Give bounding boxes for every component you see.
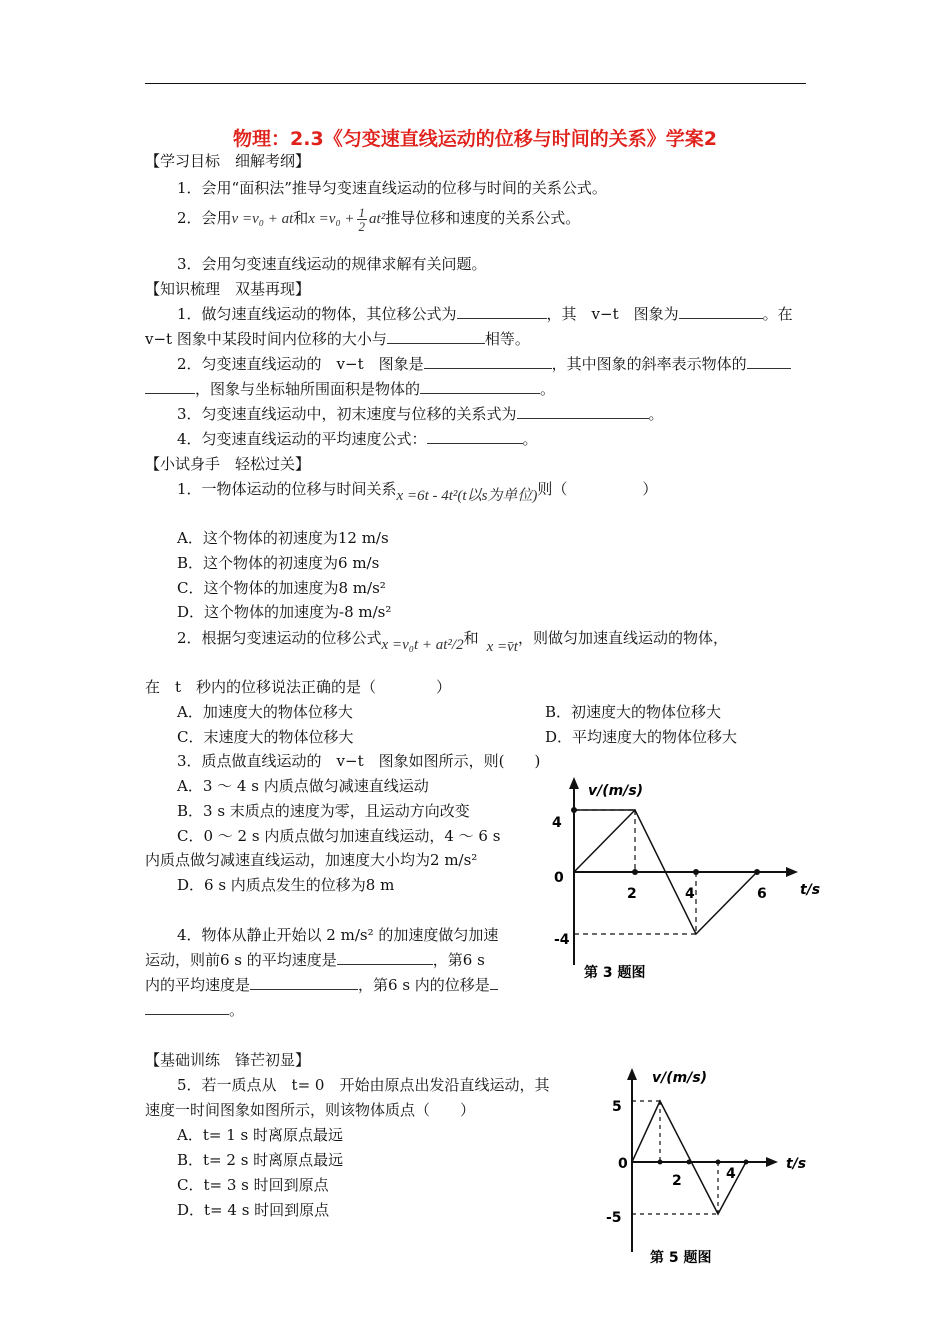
formula-displacement: x =v₀ + $\frac{1}{2}$ at² xyxy=(308,205,386,234)
q3-option-c: C．0 ～ 2 s 内质点做匀加速直线运动，4 ～ 6 s xyxy=(177,827,501,845)
q1-option-a: A．这个物体的初速度为12 m/s xyxy=(177,529,389,547)
goal-1: 1．会用“面积法”推导匀变速直线运动的位移与时间的关系公式。 xyxy=(177,179,607,197)
q4-line-2: 运动，则前6 s 的平均速度是 ，第6 s xyxy=(145,951,485,969)
q2-formula-2: x =v̄t xyxy=(486,639,518,655)
goal-2: 2．会用v =v₀ + at和x =v₀ + $\frac{1}{2}$ at²推导位移和速度的关系公式。 xyxy=(177,205,581,234)
q3-option-d: D．6 s 内质点发生的位移为8 m xyxy=(177,876,395,894)
knowledge-2: 2．匀变速直线运动的 v−t 图象是 ，其中图象的斜率表示物体的 xyxy=(177,353,791,374)
q5-label-5: 5 xyxy=(612,1099,622,1115)
q2-option-a: A．加速度大的物体位移大 xyxy=(177,703,353,721)
q3-vt-graph xyxy=(540,775,840,985)
q1-stem: 1．一物体运动的位移与时间关系x =6t - 4t²(t以s为单位)则（ ） xyxy=(177,480,658,504)
q5-y-arrow xyxy=(627,1068,637,1080)
q3-label-t2: 2 xyxy=(627,886,637,902)
q1-option-d: D．这个物体的加速度为-8 m/s² xyxy=(177,603,392,621)
q3-tick-2 xyxy=(632,869,638,875)
goal-3: 3．会用匀变速直线运动的规律求解有关问题。 xyxy=(177,255,487,273)
q3-stem: 3．质点做直线运动的 v−t 图象如图所示，则( ) xyxy=(177,752,541,770)
q3-tick-6 xyxy=(754,869,760,875)
q3-caption: 第 3 题图 xyxy=(584,965,646,981)
knowledge-1b: v−t 图象中某段时间内位移的大小与 相等。 xyxy=(145,330,530,348)
section-knowledge: 【知识梳理 双基再现】 xyxy=(145,280,311,298)
q5-option-d: D．t= 4 s 时回到原点 xyxy=(177,1201,330,1219)
q5-tick-2 xyxy=(687,1160,692,1165)
q5-caption: 第 5 题图 xyxy=(650,1250,712,1266)
q2-formula-1: x =v₀t + at²/2 xyxy=(381,637,464,653)
q2-stem: 2．根据匀变速运动的位移公式x =v₀t + at²/2和 x =v̄t，则做匀加速直线运动的物体， xyxy=(177,629,728,655)
page-title: 物理：2.3《匀变速直线运动的位移与时间的关系》学案2 xyxy=(233,128,717,150)
q4-line-1: 4．物体从静止开始以 2 m/s² 的加速度做匀加速 xyxy=(177,926,499,944)
q5-label-0: 0 xyxy=(618,1156,628,1172)
q5-ylabel: v/(m/s) xyxy=(652,1070,708,1086)
q1-option-c: C．这个物体的加速度为8 m/s² xyxy=(177,579,386,597)
knowledge-2b: ，图象与坐标轴所围面积是物体的 。 xyxy=(145,378,555,399)
q5-label-t2: 2 xyxy=(672,1173,682,1189)
q3-ylabel: v/(m/s) xyxy=(588,783,644,799)
formula-velocity: v =v₀ + at xyxy=(231,210,294,227)
q3-tick-v4 xyxy=(571,807,577,813)
q2-option-b: B．初速度大的物体位移大 xyxy=(545,703,722,721)
q5-tick-4 xyxy=(744,1160,749,1165)
q3-label-m4: -4 xyxy=(554,932,570,948)
q4-line-3: 内的平均速度是 ，第6 s 内的位移是 xyxy=(145,974,498,995)
q3-label-0: 0 xyxy=(554,870,564,886)
header-rule xyxy=(145,83,806,84)
q5-tick-1 xyxy=(658,1160,663,1165)
q5-option-b: B．t= 2 s 时离原点最远 xyxy=(177,1151,344,1169)
q4-line-4: 。 xyxy=(145,999,244,1020)
q3-x-arrow xyxy=(786,867,798,877)
q1-formula: x =6t - 4t²(t以s为单位) xyxy=(396,488,538,504)
q5-line-1: 5．若一质点从 t= 0 开始由原点出发沿直线运动，其 xyxy=(177,1076,550,1094)
q5-option-c: C．t= 3 s 时回到原点 xyxy=(177,1176,329,1194)
q2-option-d: D．平均速度大的物体位移大 xyxy=(545,728,738,746)
q3-y-arrow xyxy=(569,777,579,789)
q3-option-b: B．3 s 末质点的速度为零，且运动方向改变 xyxy=(177,802,470,820)
knowledge-1: 1．做匀速直线运动的物体，其位移公式为 ，其 v−t 图象为 。在 xyxy=(177,305,793,323)
q5-line-2: 速度一时间图象如图所示，则该物体质点（ ） xyxy=(145,1101,476,1119)
q5-vt-line xyxy=(632,1101,746,1214)
q5-option-a: A．t= 1 s 时离原点最远 xyxy=(177,1126,343,1144)
q5-label-m5: -5 xyxy=(606,1210,622,1226)
q5-tick-3 xyxy=(716,1160,721,1165)
section-goals: 【学习目标 细解考纲】 xyxy=(145,152,311,170)
q3-xlabel: t/s xyxy=(800,882,821,898)
q3-label-t4: 4 xyxy=(685,886,695,902)
section-basic: 【基础训练 锋芒初显】 xyxy=(145,1051,311,1069)
q3-option-c-cont: 内质点做匀减速直线运动，加速度大小均为2 m/s² xyxy=(145,851,478,869)
knowledge-4: 4．匀变速直线运动的平均速度公式： 。 xyxy=(177,430,538,448)
section-trial: 【小试身手 轻松过关】 xyxy=(145,455,311,473)
q3-option-a: A．3 ～ 4 s 内质点做匀减速直线运动 xyxy=(177,777,429,795)
q3-label-4: 4 xyxy=(552,815,562,831)
q2-option-c: C．末速度大的物体位移大 xyxy=(177,728,354,746)
q5-label-t4: 4 xyxy=(726,1166,736,1182)
q1-option-b: B．这个物体的初速度为6 m/s xyxy=(177,554,380,572)
knowledge-3: 3．匀变速直线运动中，初末速度与位移的关系式为 。 xyxy=(177,405,664,423)
q5-xlabel: t/s xyxy=(786,1156,807,1172)
q3-label-t6: 6 xyxy=(757,886,767,902)
q3-tick-4 xyxy=(693,869,699,875)
q5-x-arrow xyxy=(766,1157,778,1167)
q2-stem-2: 在 t 秒内的位移说法正确的是（ ） xyxy=(145,678,452,696)
q5-vt-graph xyxy=(590,1060,820,1270)
